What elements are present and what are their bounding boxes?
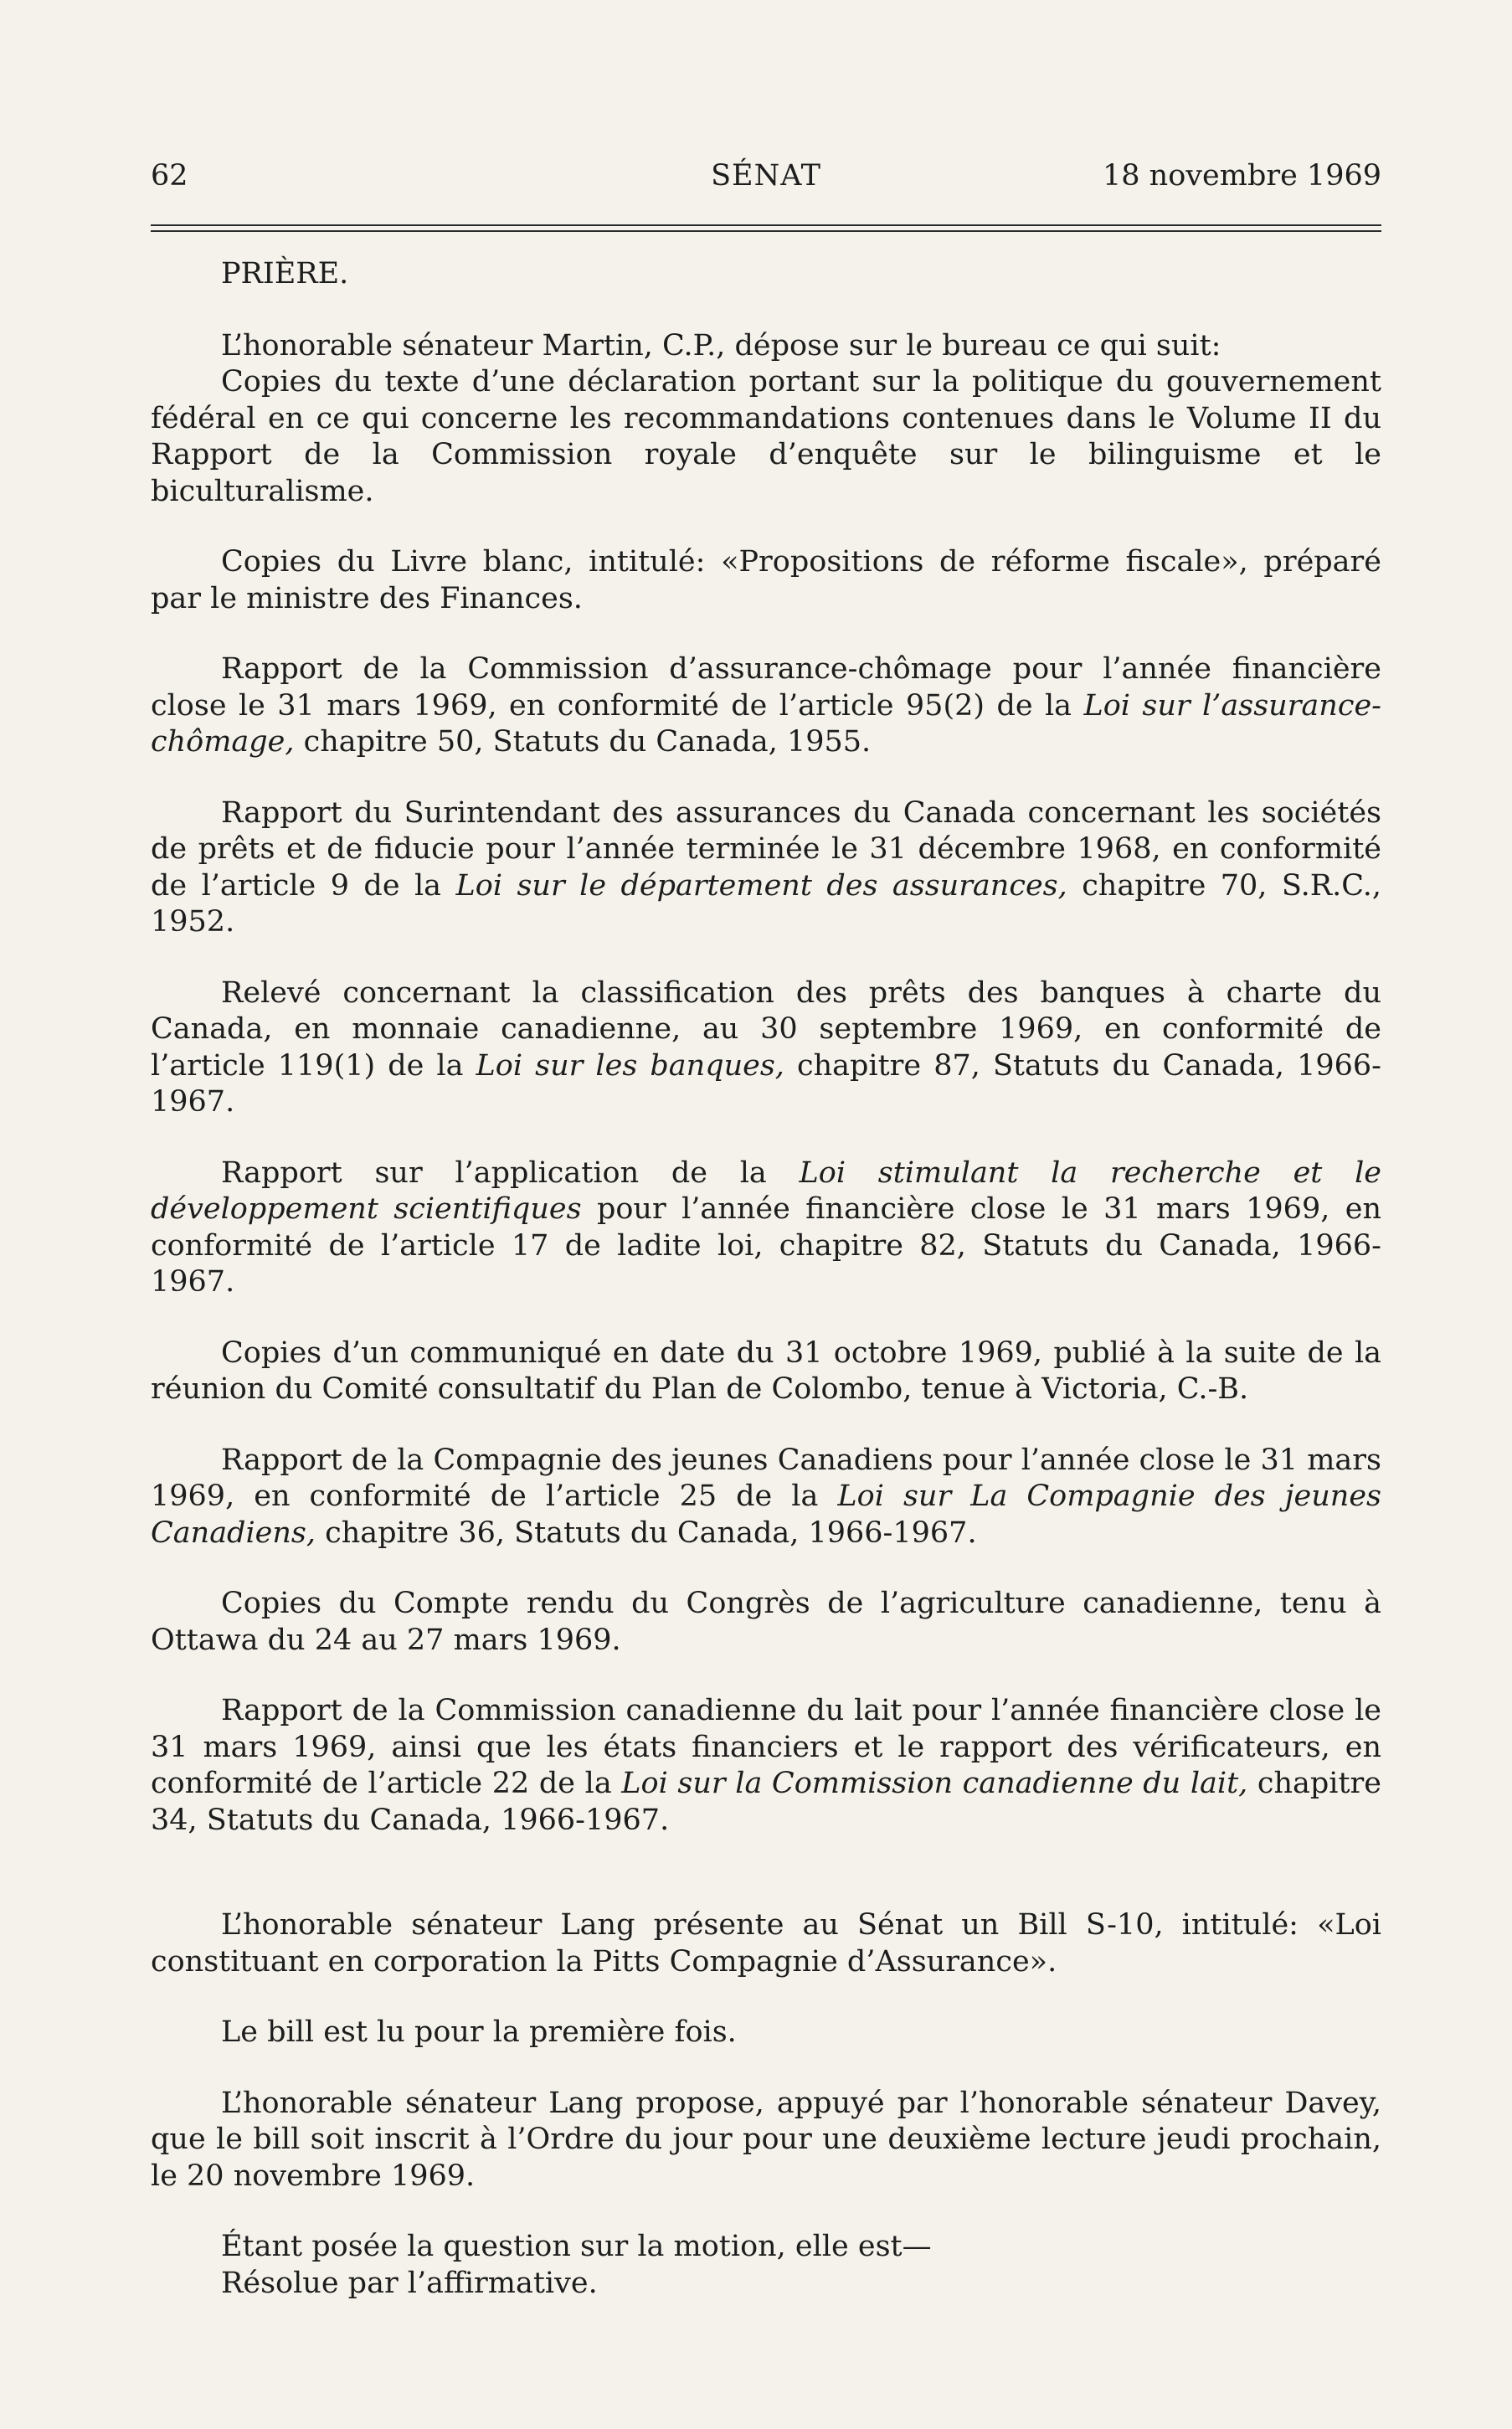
text-segment: Rapport du Surintendant des assurances du Canada concernant les sociétés de prêts et de fiducie pour l’année terminée le 31 décembre 1968, en conformité de l’article 9 de la (151, 795, 1381, 903)
page-title: SÉNAT (711, 159, 821, 193)
paragraph-bill-s10: L’honorable sénateur Lang présente au Sénat un Bill S-10, intitulé: «Loi constituant en corporation la Pitts Compagnie d’Assurance». (151, 1908, 1381, 1979)
paragraph-lait (151, 1693, 1381, 1839)
paragraph-question: Étant posée la question sur la motion, elle est— (221, 2230, 932, 2263)
text-segment: Rapport de la Commission d’assurance-chômage pour l’année financière close le 31 mars 1969, en conformité de l’article 95(2) de la (151, 652, 1381, 723)
paragraph-surintendant (151, 795, 1381, 941)
italic-law-title: Loi sur l’assurance-chômage, (151, 688, 1381, 759)
header-rule-bottom (151, 230, 1381, 232)
page-date: 18 novembre 1969 (1103, 159, 1381, 193)
text-segment: chapitre 34, Statuts du Canada, 1966-1967. (151, 1767, 1381, 1837)
paragraph-agriculture: Copies du Compte rendu du Congrès de l’agriculture canadienne, tenu à Ottawa du 24 au 27 mars 1969. (151, 1587, 1381, 1657)
text-segment: pour l’année financière close le 31 mars 1969, en conformité de l’article 17 de ladite loi, chapitre 82, Statuts du Canada, 1966-1967. (151, 1192, 1381, 1299)
text-segment: Rapport sur l’application de la (221, 1155, 800, 1190)
italic-law-title: Loi sur La Compagnie des jeunes Canadiens, (151, 1480, 1382, 1550)
page-number: 62 (151, 159, 188, 193)
paragraph-recherche (151, 1155, 1381, 1301)
paragraph-first-reading: Le bill est lu pour la première fois. (221, 2015, 737, 2049)
text-segment: chapitre 70, S.R.C., 1952. (151, 868, 1381, 939)
paragraph-assurance-chomage (151, 651, 1381, 761)
text-segment: Rapport de la Compagnie des jeunes Canadiens pour l’année close le 31 mars 1969, en conformité de l’article 25 de la (151, 1443, 1381, 1513)
italic-law-title: Loi stimulant la recherche et le développement scientifiques (151, 1155, 1382, 1226)
italic-law-title: Loi sur les banques, (476, 1048, 784, 1083)
paragraph-resolue: Résolue par l’affirmative. (221, 2266, 598, 2300)
paragraph-banques (151, 975, 1381, 1121)
text-segment: Relevé concernant la classification des prêts des banques à charte du Canada, en monnaie canadienne, au 30 septembre 1969, en conformité de l’article 119(1) de la (151, 975, 1381, 1083)
paragraph-livre-blanc: Copies du Livre blanc, intitulé: «Propositions de réforme fiscale», préparé par le ministre des Finances. (151, 545, 1381, 615)
italic-law-title: Loi sur le département des assurances, (455, 868, 1067, 903)
document-body (151, 256, 1381, 2302)
italic-law-title: Loi sur la Commission canadienne du lait, (621, 1767, 1248, 1800)
page-header (151, 154, 1381, 198)
text-segment: chapitre 50, Statuts du Canada, 1955. (294, 725, 872, 759)
header-rule-top (151, 224, 1381, 226)
text-segment: chapitre 87, Statuts du Canada, 1966-1967. (151, 1048, 1381, 1119)
text-segment: chapitre 36, Statuts du Canada, 1966-1967. (316, 1516, 977, 1550)
prayer-heading: PRIÈRE. (221, 257, 349, 291)
paragraph-tabling: L’honorable sénateur Martin, C.P., dépose sur le bureau ce qui suit: (221, 328, 1221, 363)
text-segment: Rapport de la Commission canadienne du lait pour l’année financière close le 31 mars 1969, ainsi que les états financiers et le rapport des vérificateurs, en conformité de l’article 22 de la (151, 1694, 1381, 1800)
paragraph-motion: L’honorable sénateur Lang propose, appuyé par l’honorable sénateur Davey, que le bill soit inscrit à l’Ordre du jour pour une deuxième lecture jeudi prochain, le 20 novembre 1969. (151, 2086, 1381, 2193)
paragraph-colombo: Copies d’un communiqué en date du 31 octobre 1969, publié à la suite de la réunion du Comité consultatif du Plan de Colombo, tenue à Victoria, C.-B. (151, 1335, 1381, 1406)
paragraph-bilinguisme: Copies du texte d’une déclaration portant sur la politique du gouvernement fédéral en ce qui concerne les recommandations contenues dans le Volume II du Rapport de la Commission royale d’enquête sur le bilinguisme et le biculturalisme. (151, 365, 1381, 508)
paragraph-jeunes-canadiens (151, 1443, 1381, 1552)
